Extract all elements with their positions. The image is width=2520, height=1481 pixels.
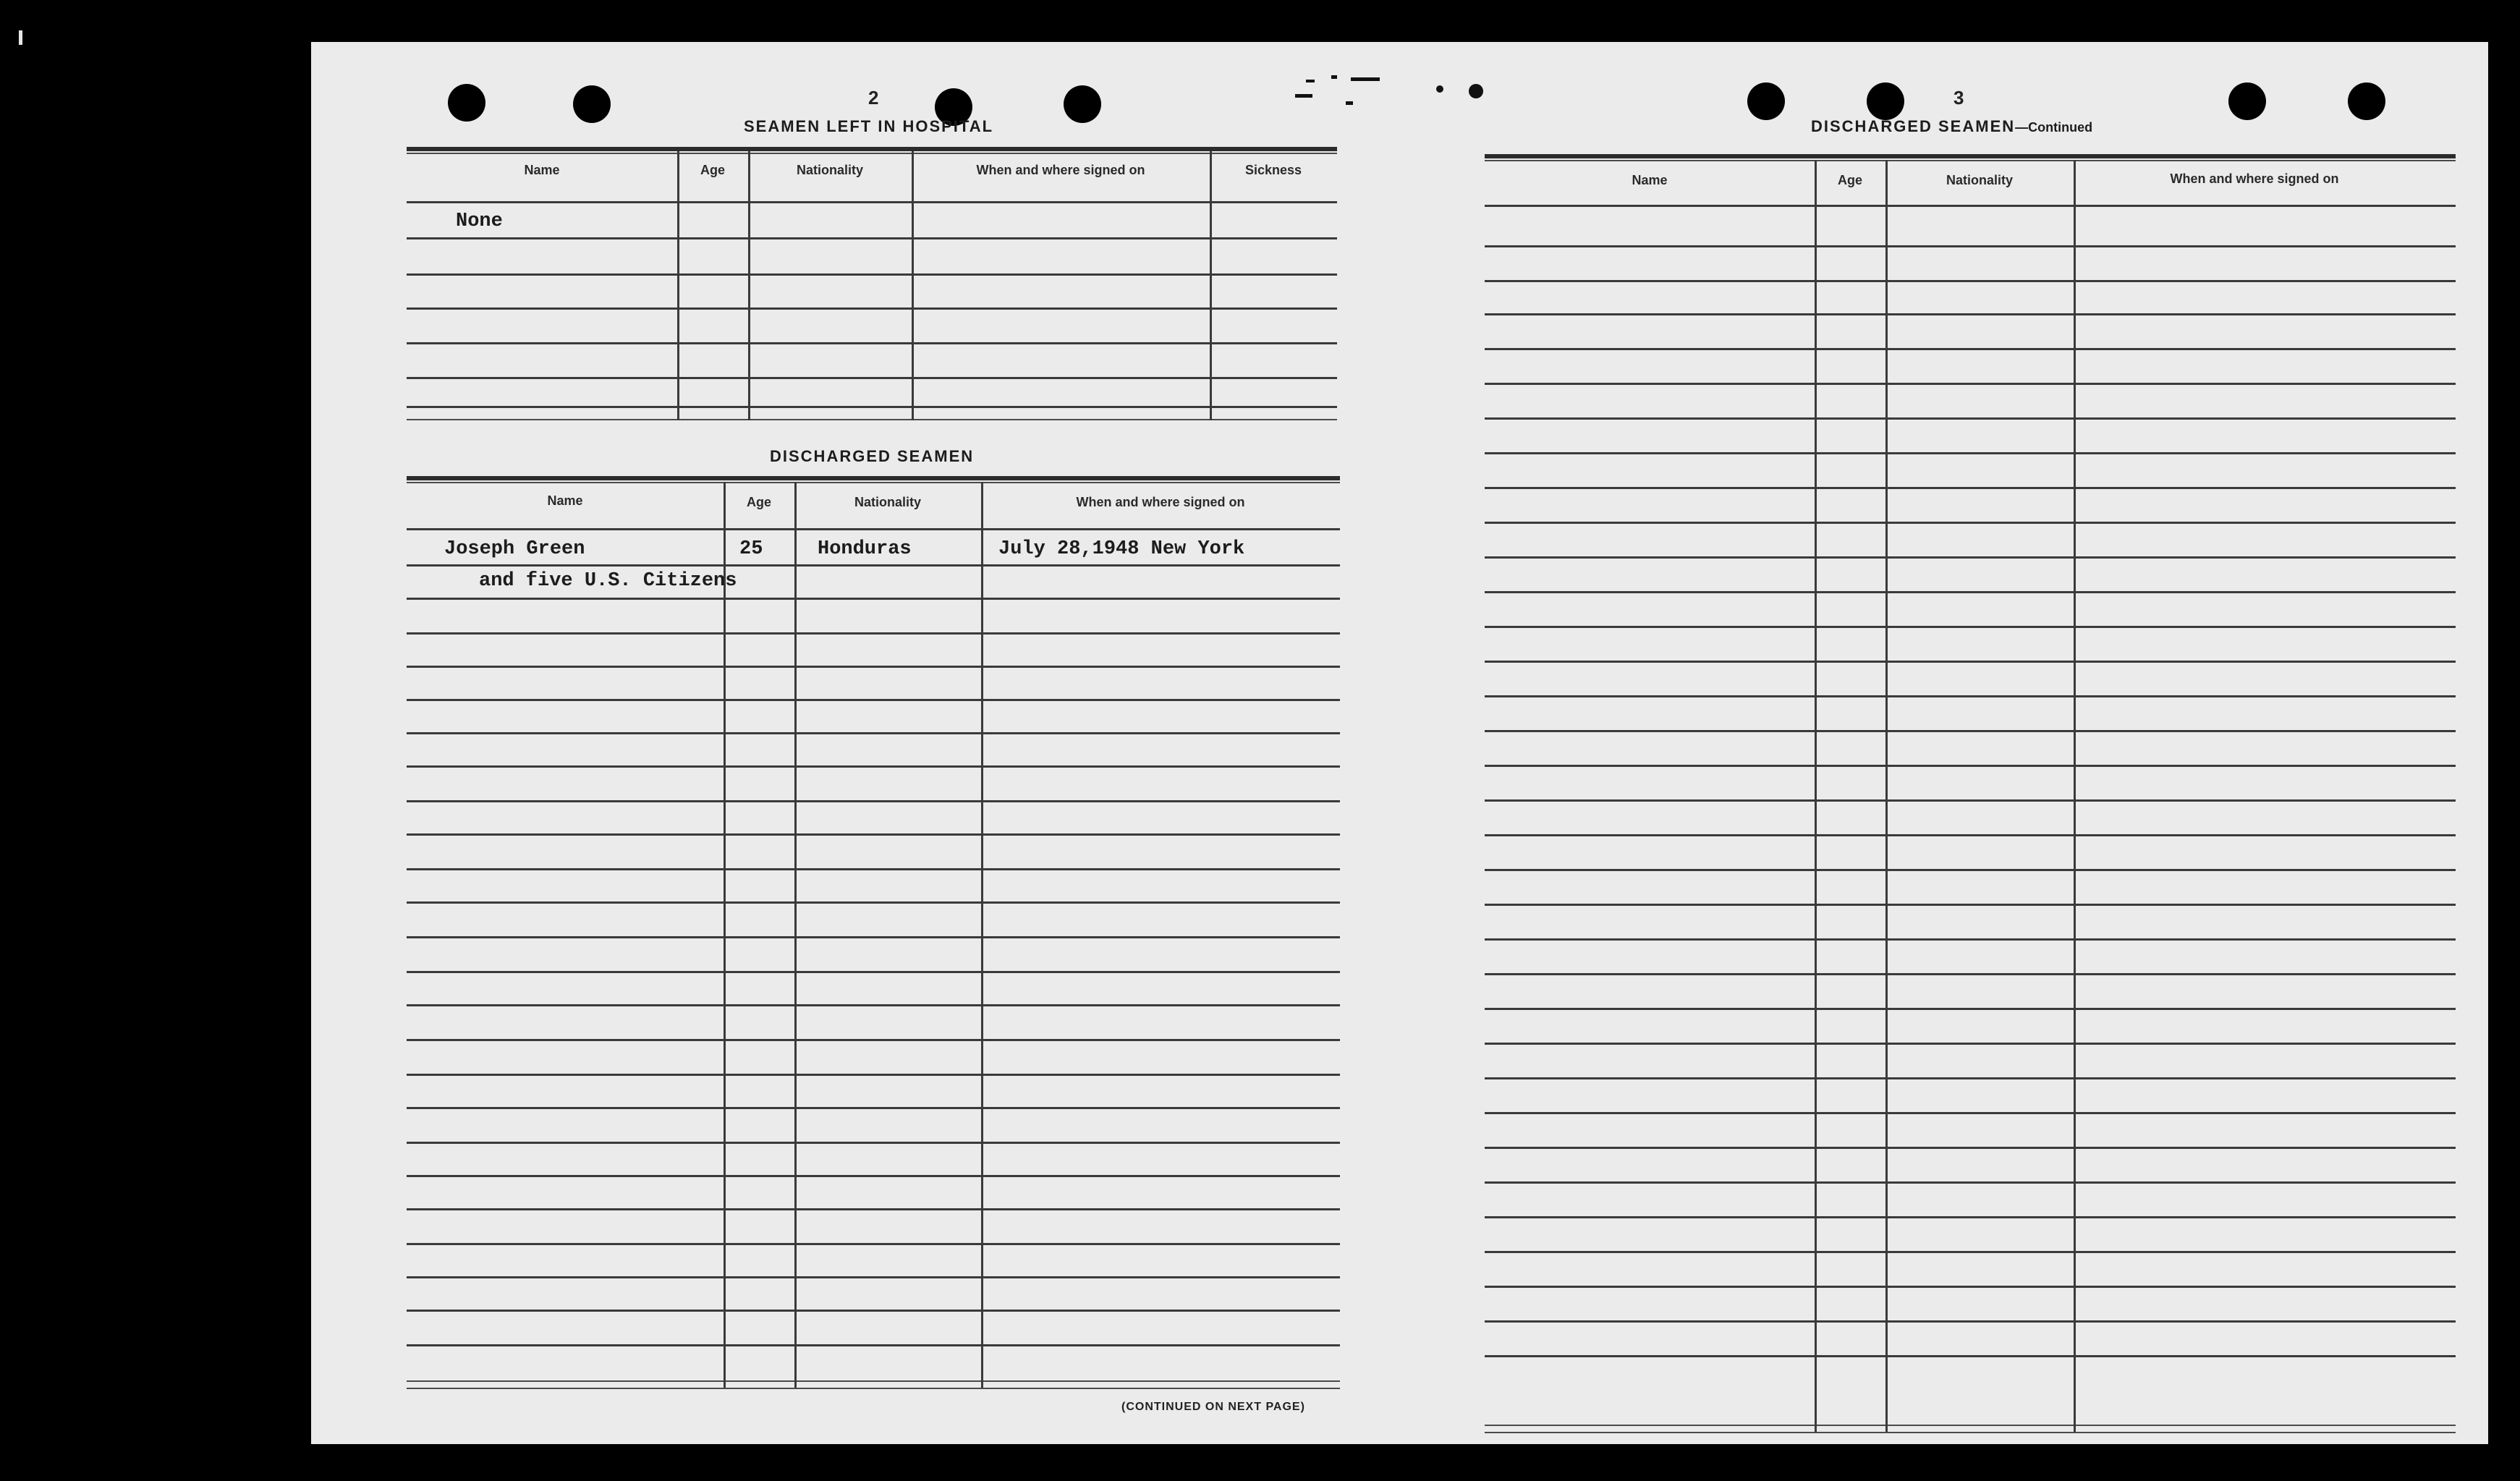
ink-smudge	[1346, 101, 1353, 105]
header-signed-on: When and where signed on	[1076, 495, 1245, 509]
header-nationality: Nationality	[854, 495, 921, 509]
header-age: Age	[1837, 173, 1862, 187]
ink-smudge	[1306, 80, 1315, 82]
header-age: Age	[700, 163, 725, 177]
page-number: 2	[868, 87, 879, 109]
document-sheet	[311, 42, 2488, 1444]
discharged-continued-table	[1485, 154, 2456, 1442]
hospital-name-cell: None	[456, 211, 503, 232]
header-sickness: Sickness	[1244, 163, 1302, 177]
page-number: 3	[1953, 87, 1964, 109]
punch-hole	[448, 84, 485, 122]
discharged-table	[407, 476, 1340, 1438]
film-edge-mark	[19, 30, 22, 45]
discharged-name-cell: and five U.S. Citizens	[479, 570, 737, 592]
header-age: Age	[746, 495, 771, 509]
punch-hole	[2348, 82, 2385, 120]
hospital-section-title: SEAMEN LEFT IN HOSPITAL	[744, 117, 994, 135]
punch-hole	[1867, 82, 1904, 120]
header-name: Name	[1632, 173, 1668, 187]
discharged-nationality-cell: Honduras	[818, 538, 912, 560]
punch-hole	[2228, 82, 2266, 120]
ink-smudge	[1469, 84, 1483, 98]
discharged-signed-on-cell: July 28,1948 New York	[998, 538, 1245, 560]
punch-hole	[1747, 82, 1785, 120]
ink-smudge	[1295, 94, 1312, 98]
header-signed-on: When and where signed on	[2170, 171, 2339, 186]
header-name: Name	[547, 493, 583, 508]
continued-note: (CONTINUED ON NEXT PAGE)	[1121, 1401, 1305, 1413]
header-signed-on: When and where signed on	[976, 163, 1145, 177]
header-nationality: Nationality	[1946, 173, 2013, 187]
hospital-table	[407, 147, 1337, 472]
discharged-age-cell: 25	[739, 538, 763, 560]
discharged-section-title: DISCHARGED SEAMEN	[770, 447, 975, 465]
header-nationality: Nationality	[796, 163, 863, 177]
ink-smudge	[1331, 75, 1337, 79]
ink-smudge	[1436, 85, 1443, 93]
ink-smudge	[1351, 77, 1380, 81]
discharged-name-cell: Joseph Green	[444, 538, 585, 560]
punch-hole	[1064, 85, 1101, 123]
header-name: Name	[524, 163, 560, 177]
punch-hole	[573, 85, 611, 123]
discharged-continued-title: DISCHARGED SEAMEN—Continued	[1811, 117, 2093, 135]
